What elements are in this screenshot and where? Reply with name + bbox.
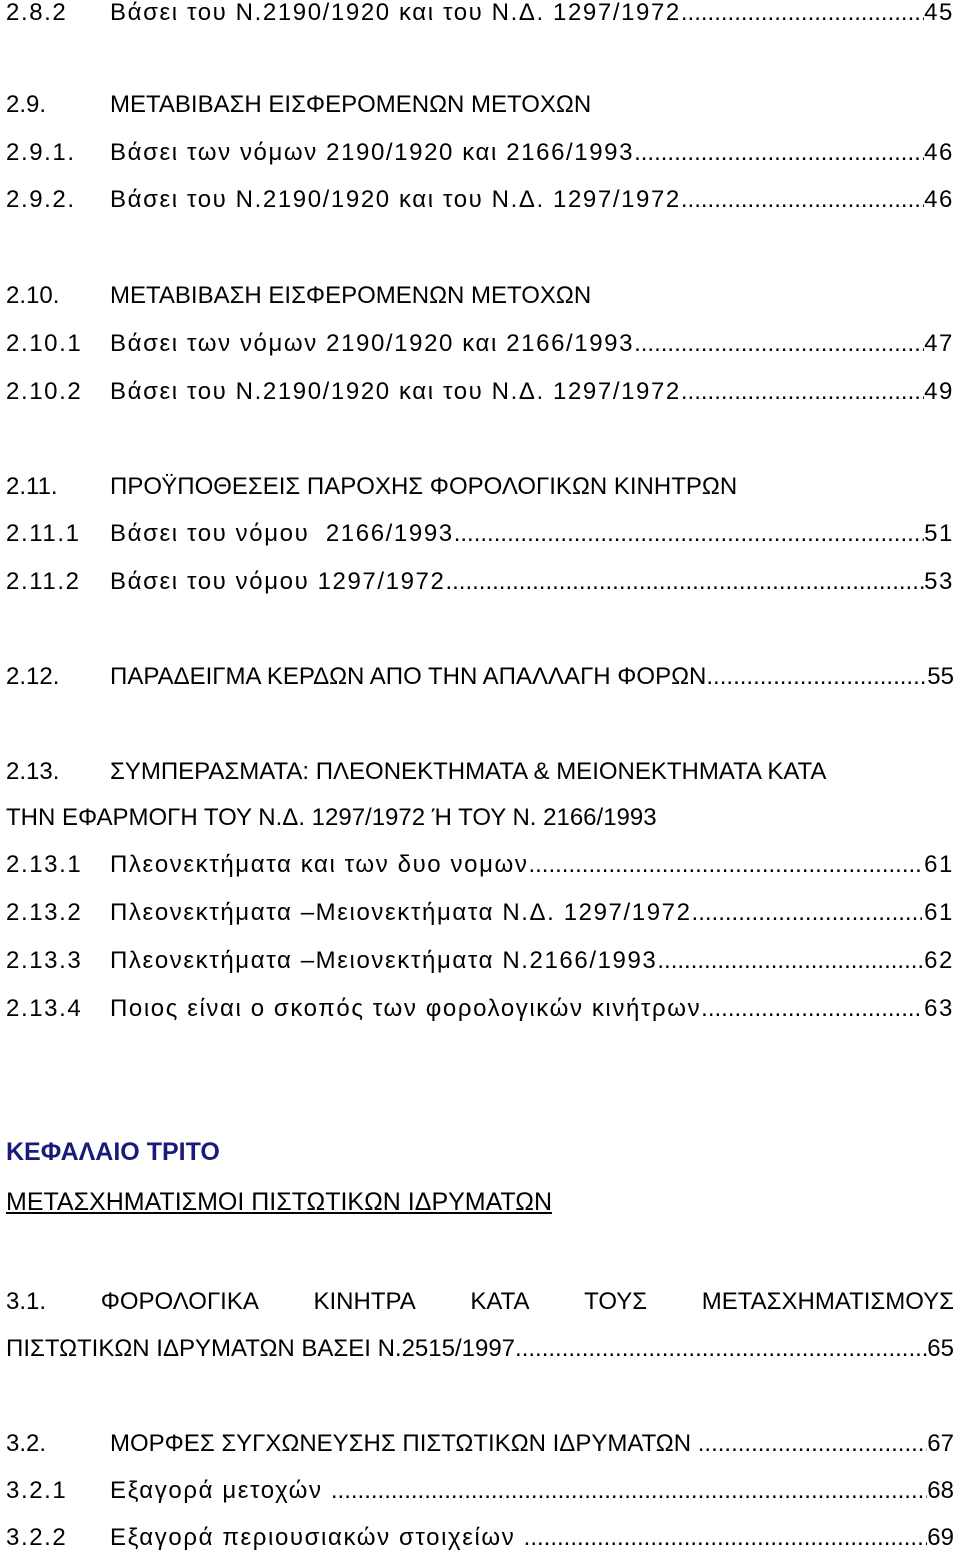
toc-leader — [681, 184, 924, 216]
toc-leader — [454, 518, 924, 550]
toc-number: 2.8.2 — [6, 0, 68, 26]
toc-title-word: ΤΟΥΣ — [584, 1288, 648, 1315]
toc-entry[interactable] — [6, 661, 954, 693]
toc-entry[interactable] — [6, 137, 954, 169]
toc-entry[interactable] — [6, 1522, 954, 1554]
toc-leader — [692, 897, 923, 929]
toc-title: Βάσει του νόμου 1297/1972 — [110, 568, 446, 595]
toc-page: 63 — [924, 995, 954, 1022]
toc-leader — [681, 0, 924, 29]
toc-entry[interactable] — [6, 849, 954, 881]
toc-title: Βάσει του Ν.2190/1920 και του Ν.Δ. 1297/1972 — [110, 378, 681, 405]
toc-title: ΣΥΜΠΕΡΑΣΜΑΤΑ: ΠΛΕΟΝΕΚΤΗΜΑΤΑ & ΜΕΙΟΝΕΚΤΗΜΑΤΑ ΚΑΤΑ — [110, 758, 827, 785]
toc-title-continuation: ΠΙΣΤΩΤΙΚΩΝ ΙΔΡΥΜΑΤΩΝ ΒΑΣΕΙ Ν.2515/1997 — [6, 1335, 516, 1362]
toc-title: Πλεονεκτήματα και των δυο νομων — [110, 851, 529, 878]
toc-title: Εξαγορά περιουσιακών στοιχείων — [110, 1524, 524, 1551]
toc-page: 68 — [927, 1477, 954, 1504]
toc-page: 65 — [927, 1335, 954, 1362]
toc-leader — [331, 1475, 927, 1507]
toc-page: 61 — [924, 851, 954, 878]
toc-number: 2.10.1 — [6, 330, 83, 357]
toc-page: 51 — [924, 520, 954, 547]
toc-title: Βάσει των νόμων 2190/1920 και 2166/1993 — [110, 139, 635, 166]
toc-number: 2.13.3 — [6, 947, 83, 974]
toc-page: 67 — [927, 1430, 954, 1457]
toc-number: 2.11. — [6, 473, 58, 500]
toc-page: 61 — [924, 899, 954, 926]
toc-page: 53 — [924, 568, 954, 595]
toc-page: 49 — [924, 378, 954, 405]
toc-entry[interactable] — [6, 184, 954, 216]
toc-title: ΠΑΡΑΔΕΙΓΜΑ ΚΕΡΔΩΝ ΑΠΟ ΤΗΝ ΑΠΑΛΛΑΓΗ ΦΟΡΩΝ — [110, 663, 707, 690]
toc-leader — [515, 1333, 927, 1365]
toc-page: 47 — [924, 330, 954, 357]
toc-entry[interactable] — [6, 1475, 954, 1507]
toc-number: 2.11.1 — [6, 520, 81, 547]
toc-entry[interactable] — [6, 518, 954, 550]
toc-number: 2.13.4 — [6, 995, 83, 1022]
toc-entry-continuation — [6, 802, 954, 834]
toc-number: 3.2. — [6, 1430, 47, 1457]
toc-number: 2.10.2 — [6, 378, 83, 405]
toc-entry[interactable] — [6, 566, 954, 598]
toc-entry[interactable] — [6, 471, 954, 503]
toc-title: ΜΕΤΑΒΙΒΑΣΗ ΕΙΣΦΕΡΟΜΕΝΩΝ ΜΕΤΟΧΩΝ — [110, 91, 592, 118]
toc-title-word: ΜΕΤΑΣΧΗΜΑΤΙΣΜΟΥΣ — [701, 1288, 954, 1315]
toc-title-word: ΚΑΤΑ — [470, 1288, 530, 1315]
toc-number: 2.9. — [6, 91, 47, 118]
toc-page: 69 — [927, 1524, 954, 1551]
toc-number: 2.9.2. — [6, 186, 76, 213]
toc-leader — [698, 1428, 928, 1460]
toc-title: ΜΟΡΦΕΣ ΣΥΓΧΩΝΕΥΣΗΣ ΠΙΣΤΩΤΙΚΩΝ ΙΔΡΥΜΑΤΩΝ — [110, 1430, 698, 1457]
toc-entry[interactable] — [6, 1428, 954, 1460]
toc-title: Βάσει των νόμων 2190/1920 και 2166/1993 — [110, 330, 635, 357]
toc-page: 45 — [924, 0, 954, 26]
toc-entry[interactable] — [6, 328, 954, 360]
toc-number: 2.9.1. — [6, 139, 76, 166]
toc-page: 62 — [924, 947, 954, 974]
toc-entry[interactable] — [6, 280, 954, 312]
toc-leader — [524, 1522, 928, 1554]
toc-leader — [681, 376, 924, 408]
toc-title: Βάσει του Ν.2190/1920 και του Ν.Δ. 1297/1972 — [110, 186, 681, 213]
toc-leader — [445, 566, 924, 598]
toc-title-word: ΦΟΡΟΛΟΓΙΚΑ — [100, 1288, 259, 1315]
chapter-subtitle: ΜΕΤΑΣΧΗΜΑΤΙΣΜΟΙ ΠΙΣΤΩΤΙΚΩΝ ΙΔΡΥΜΑΤΩΝ — [6, 1188, 552, 1216]
toc-title: Βάσει του Ν.2190/1920 και του Ν.Δ. 1297/1972 — [110, 0, 681, 26]
toc-title: Βάσει του νόμου 2166/1993 — [110, 520, 454, 547]
toc-number: 2.12. — [6, 663, 60, 690]
toc-entry[interactable] — [6, 89, 954, 121]
toc-leader — [634, 328, 924, 360]
toc-number: 3.2.1 — [6, 1477, 68, 1504]
toc-page: 46 — [924, 139, 954, 166]
toc-title: Εξαγορά μετοχών — [110, 1477, 331, 1504]
toc-page: 46 — [924, 186, 954, 213]
toc-number: 2.10. — [6, 282, 60, 309]
toc-entry-continuation[interactable] — [6, 1333, 954, 1365]
toc-leader — [657, 945, 922, 977]
toc-entry[interactable] — [6, 756, 954, 788]
toc-leader — [634, 137, 924, 169]
toc-title: Πλεονεκτήματα –Μειονεκτήματα Ν.Δ. 1297/1972 — [110, 899, 692, 926]
toc-entry[interactable] — [6, 897, 954, 929]
toc-title: Πλεονεκτήματα –Μειονεκτήματα Ν.2166/1993 — [110, 947, 658, 974]
toc-leader — [706, 661, 927, 693]
toc-entry[interactable] — [6, 0, 954, 29]
toc-title: ΠΡΟΫΠΟΘΕΣΕΙΣ ΠΑΡΟΧΗΣ ΦΟΡΟΛΟΓΙΚΩΝ ΚΙΝΗΤΡΩΝ — [110, 473, 738, 500]
toc-entry[interactable] — [6, 945, 954, 977]
toc-number: 3.1. — [6, 1288, 47, 1315]
toc-number: 3.2.2 — [6, 1524, 68, 1551]
toc-entry[interactable] — [6, 376, 954, 408]
toc-title: Ποιος είναι ο σκοπός των φορολογικών κινήτρων — [110, 995, 702, 1022]
toc-title-continuation: ΤΗΝ ΕΦΑΡΜΟΓΗ ΤΟΥ Ν.Δ. 1297/1972 Ή ΤΟΥ Ν. 2166/1993 — [6, 804, 657, 831]
toc-number: 2.11.2 — [6, 568, 81, 595]
toc-entry[interactable] — [6, 1286, 954, 1318]
toc-number: 2.13.1 — [6, 851, 83, 878]
toc-leader — [528, 849, 922, 881]
chapter-title: ΚΕΦΑΛΑΙΟ ΤΡΙΤΟ — [6, 1138, 220, 1166]
toc-number: 2.13.2 — [6, 899, 83, 926]
toc-page: 55 — [927, 663, 954, 690]
toc-entry[interactable] — [6, 993, 954, 1025]
toc-title: ΜΕΤΑΒΙΒΑΣΗ ΕΙΣΦΕΡΟΜΕΝΩΝ ΜΕΤΟΧΩΝ — [110, 282, 592, 309]
toc-title-word: ΚΙΝΗΤΡΑ — [313, 1288, 416, 1315]
toc-number: 2.13. — [6, 758, 60, 785]
toc-leader — [701, 993, 922, 1025]
